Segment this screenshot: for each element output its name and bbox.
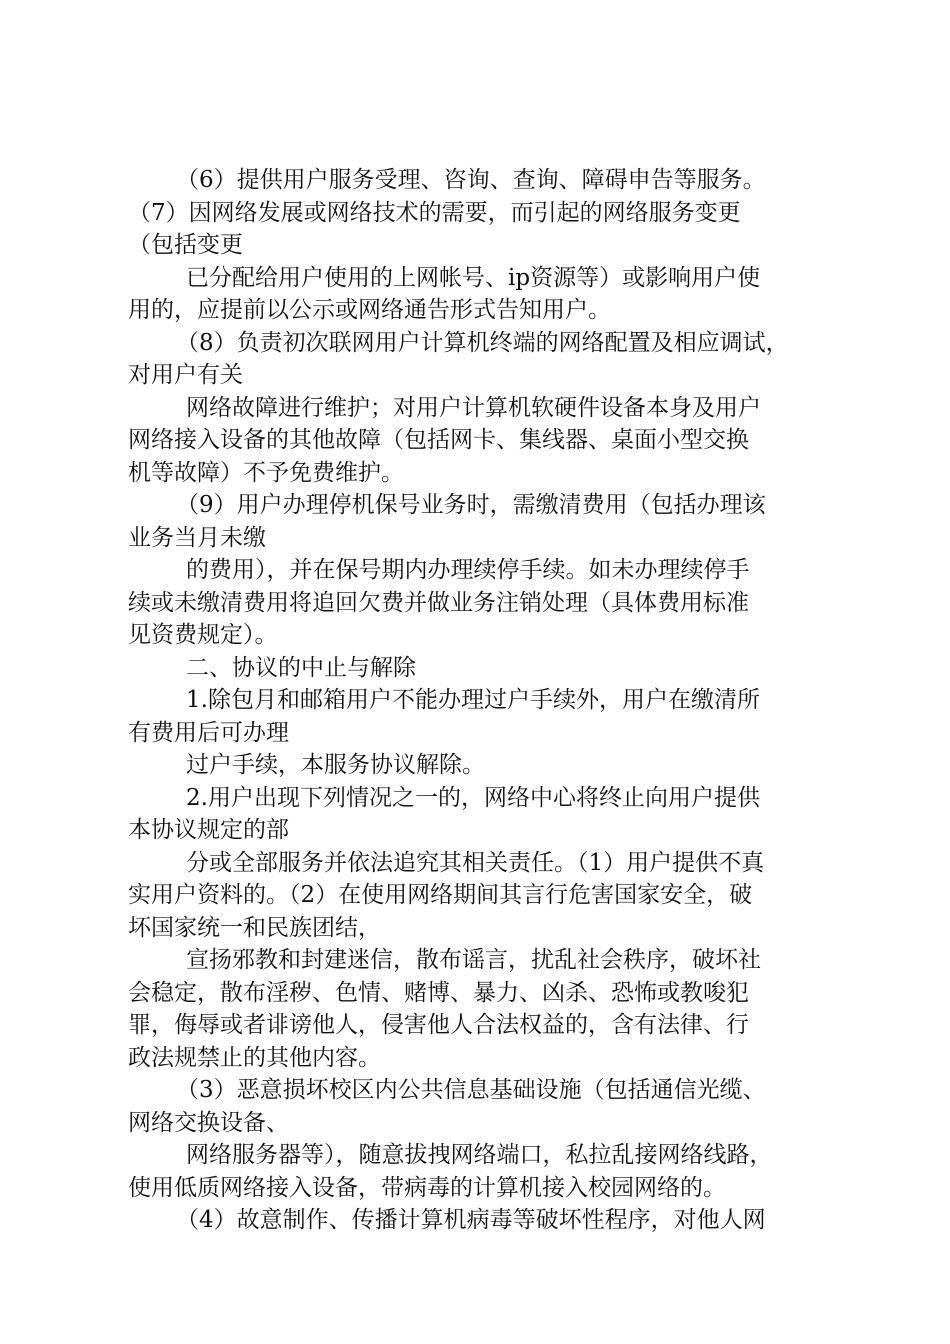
text-line: 坏国家统一和民族团结，	[128, 914, 381, 941]
text-line: 分或全部服务并依法追究其相关责任。（1）用户提供不真	[186, 849, 765, 876]
text-line: 本协议规定的部	[128, 817, 289, 843]
text-line: 用的，应提前以公示或网络通告形式告知用户。	[128, 297, 611, 323]
text-line: 实用户资料的。（2）在使用网络期间其言行危害国家安全，破	[128, 882, 753, 908]
text-line: 续或未缴清费用将追回欠费并做业务注销处理（具体费用标准	[128, 589, 749, 616]
text-line: 2.用户出现下列情况之一的，网络中心将终止向用户提供	[186, 784, 760, 811]
text-line: 网络接入设备的其他故障（包括网卡、集线器、桌面小型交换	[128, 427, 749, 453]
text-line: （8）负责初次联网用户计算机终端的网络配置及相应调试，	[176, 329, 789, 356]
text-line: （6）提供用户服务受理、咨询、查询、障碍申告等服务。	[176, 167, 766, 193]
text-line: 业务当月未缴	[128, 524, 266, 551]
text-line: 过户手续，本服务协议解除。	[186, 752, 485, 778]
text-line: 网络交换设备、	[128, 1109, 289, 1136]
section-heading: 二、协议的中止与解除	[186, 654, 416, 681]
text-line: 有费用后可办理	[128, 719, 289, 746]
text-line: 政法规禁止的其他内容。	[128, 1044, 381, 1071]
text-line: 1.除包月和邮箱用户不能办理过户手续外，用户在缴清所	[186, 687, 760, 713]
text-line: 已分配给用户使用的上网帐号、ip资源等）或影响用户使	[186, 264, 761, 291]
text-line: 见资费规定）。	[128, 622, 278, 648]
text-line: 罪，侮辱或者诽谤他人，侵害他人合法权益的，含有法律、行	[128, 1012, 749, 1038]
text-line: 网络故障进行维护；对用户计算机软硬件设备本身及用户	[186, 394, 761, 421]
text-line: 宣扬邪教和封建迷信，散布谣言，扰乱社会秩序，破坏社	[186, 947, 761, 973]
text-line: （9）用户办理停机保号业务时，需缴清费用（包括办理该	[176, 492, 766, 518]
document-body	[128, 164, 838, 1237]
text-line: （3）恶意损坏校区内公共信息基础设施（包括通信光缆、	[176, 1077, 766, 1103]
text-line: （包括变更	[128, 232, 243, 258]
text-line: 网络服务器等），随意拔拽网络端口，私拉乱接网络线路，	[186, 1142, 773, 1168]
text-line: 机等故障）不予免费维护。	[128, 459, 404, 486]
text-line: 使用低质网络接入设备，带病毒的计算机接入校园网络的。	[128, 1174, 726, 1201]
text-line: 会稳定，散布淫秽、色情、赌博、暴力、凶杀、恐怖或教唆犯	[128, 979, 749, 1006]
text-line: 的费用），并在保号期内办理续停手续。如未办理续停手	[186, 557, 750, 583]
text-line: （4）故意制作、传播计算机病毒等破坏性程序，对他人网	[176, 1207, 766, 1233]
text-line: 对用户有关	[128, 362, 243, 388]
text-line: （7）因网络发展或网络技术的需要，而引起的网络服务变更	[128, 199, 741, 226]
